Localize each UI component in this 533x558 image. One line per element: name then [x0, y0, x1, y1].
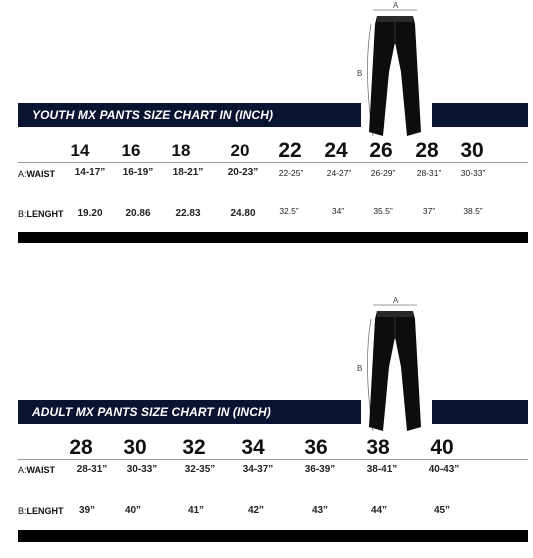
adult-waist-38: 38-41”	[366, 464, 398, 475]
youth-waist-20: 20-23”	[227, 167, 259, 178]
adult-waist-34: 34-37”	[242, 464, 274, 475]
youth-waist-30: 30-33”	[460, 168, 486, 178]
youth-size-30: 30	[460, 139, 484, 162]
youth-size-16: 16	[121, 141, 141, 160]
adult-waist-text: WAIST	[26, 465, 56, 475]
youth-waist-28: 28-31”	[416, 168, 442, 178]
youth-length-24: 34”	[331, 206, 345, 216]
adult-size-30: 30	[123, 436, 147, 459]
youth-waist-14: 14-17”	[74, 167, 106, 178]
youth-length-22: 32.5”	[279, 206, 299, 216]
adult-waist-label	[18, 465, 55, 475]
youth-length-18: 22.83	[175, 208, 201, 219]
adult-waist-40: 40-43”	[428, 464, 460, 475]
adult-size-36: 36	[304, 436, 328, 459]
youth-size-20: 20	[230, 141, 250, 160]
youth-length-text: LENGHT	[26, 209, 64, 219]
diagram-label-a: A	[393, 2, 399, 10]
adult-size-38: 38	[366, 436, 390, 459]
adult-length-32: 41”	[187, 505, 205, 516]
adult-waist-32: 32-35”	[184, 464, 216, 475]
youth-waist-text: WAIST	[26, 169, 56, 179]
youth-waist-24: 24-27”	[326, 168, 352, 178]
adult-length-30: 40”	[124, 505, 142, 516]
youth-length-14: 19.20	[77, 208, 103, 219]
adult-size-28: 28	[69, 436, 93, 459]
youth-size-14: 14	[70, 141, 90, 160]
adult-banner-right	[432, 400, 528, 424]
adult-title: ADULT MX PANTS SIZE CHART IN (INCH)	[32, 405, 271, 419]
adult-footer-bar	[18, 530, 528, 542]
adult-waist-30: 30-33”	[126, 464, 158, 475]
diagram-label-a: A	[393, 297, 399, 305]
youth-length-30: 38.5”	[463, 206, 483, 216]
youth-length-prefix: B:	[18, 209, 27, 219]
youth-waist-26: 26-29”	[370, 168, 396, 178]
adult-length-38: 44”	[370, 505, 388, 516]
adult-size-32: 32	[182, 436, 206, 459]
adult-banner	[18, 400, 361, 424]
youth-length-26: 35.5”	[373, 206, 393, 216]
diagram-label-b: B	[357, 69, 363, 78]
youth-length-20: 24.80	[230, 208, 256, 219]
adult-waist-36: 36-39”	[304, 464, 336, 475]
youth-waist-prefix: A:	[18, 169, 27, 179]
adult-size-40: 40	[430, 436, 454, 459]
youth-size-18: 18	[171, 141, 191, 160]
adult-waist-prefix: A:	[18, 465, 27, 475]
youth-length-28: 37”	[422, 206, 436, 216]
youth-waist-16: 16-19”	[122, 167, 154, 178]
adult-length-28: 39”	[78, 505, 96, 516]
youth-waist-22: 22-25”	[278, 168, 304, 178]
adult-length-34: 42”	[247, 505, 265, 516]
youth-size-22: 22	[278, 139, 302, 162]
diagram-label-b: B	[357, 364, 363, 373]
youth-size-28: 28	[415, 139, 439, 162]
adult-divider	[18, 459, 528, 460]
adult-size-34: 34	[241, 436, 265, 459]
youth-size-24: 24	[324, 139, 348, 162]
adult-length-36: 43”	[311, 505, 329, 516]
youth-waist-18: 18-21”	[172, 167, 204, 178]
pants-diagram-icon	[355, 297, 435, 437]
adult-length-40: 45”	[433, 505, 451, 516]
adult-waist-28: 28-31”	[76, 464, 108, 475]
adult-length-label	[18, 506, 64, 516]
adult-length-prefix: B:	[18, 506, 27, 516]
youth-title: YOUTH MX PANTS SIZE CHART IN (INCH)	[32, 108, 274, 122]
adult-length-text: LENGHT	[26, 506, 64, 516]
youth-length-16: 20.86	[125, 208, 151, 219]
youth-size-26: 26	[369, 139, 393, 162]
